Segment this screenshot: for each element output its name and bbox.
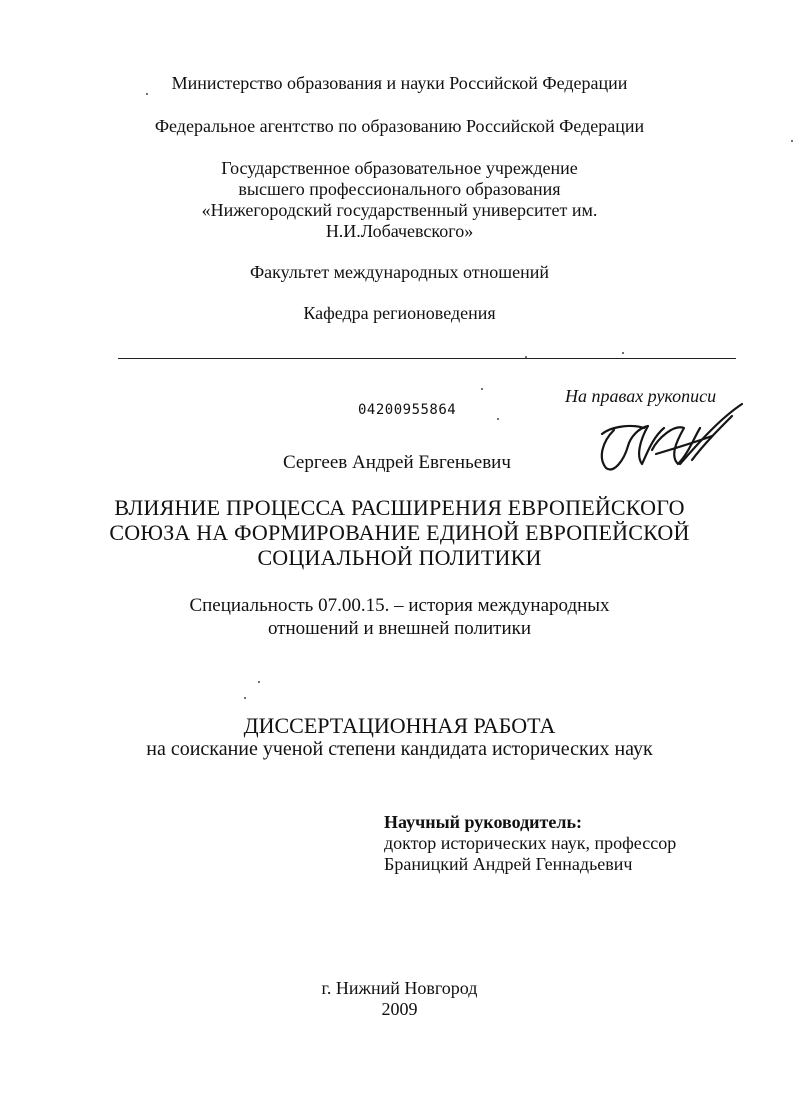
supervisor-label: Научный руководитель: <box>384 812 582 832</box>
supervisor-title: доктор исторических наук, профессор <box>384 833 677 853</box>
scan-speck <box>481 388 483 390</box>
scan-speck <box>258 681 260 683</box>
specialty-line-2: отношений и внешней политики <box>267 618 532 639</box>
supervisor-name: Браницкий Андрей Геннадьевич <box>384 854 633 874</box>
year-line: 2009 <box>381 999 418 1019</box>
institution-line-4: Н.И.Лобачевского» <box>325 221 474 241</box>
document-code: 04200955864 <box>358 402 457 418</box>
thesis-title-line-2: СОЮЗА НА ФОРМИРОВАНИЕ ЕДИНОЙ ЕВРОПЕЙСКОЙ <box>109 520 690 545</box>
city-line: г. Нижний Новгород <box>321 978 478 998</box>
specialty-line-1: Специальность 07.00.15. – история международных <box>189 595 610 616</box>
faculty-line: Факультет международных отношений <box>249 262 550 282</box>
scan-speck <box>791 140 793 142</box>
scan-speck <box>525 356 527 358</box>
institution-line-2: высшего профессионального образования <box>238 179 561 199</box>
department-line: Кафедра регионоведения <box>303 303 496 323</box>
ministry-line: Министерство образования и науки Российской Федерации <box>171 73 628 93</box>
manuscript-note: На правах рукописи <box>565 386 717 406</box>
scan-speck <box>497 418 499 420</box>
institution-line-3: «Нижегородский государственный университет им. <box>201 200 598 220</box>
agency-line: Федеральное агентство по образованию Российской Федерации <box>154 116 645 136</box>
signature-icon <box>592 398 752 476</box>
scan-speck <box>244 697 246 699</box>
author-name: Сергеев Андрей Евгеньевич <box>283 452 511 473</box>
scan-speck <box>622 352 624 354</box>
thesis-title-line-3: СОЦИАЛЬНОЙ ПОЛИТИКИ <box>257 545 542 570</box>
scan-speck <box>146 93 148 95</box>
institution-line-1: Государственное образовательное учреждение <box>221 158 578 178</box>
work-type: ДИССЕРТАЦИОННАЯ РАБОТА <box>243 713 556 738</box>
horizontal-rule <box>118 358 736 359</box>
degree-line: на соискание ученой степени кандидата исторических наук <box>146 738 653 760</box>
thesis-title-line-1: ВЛИЯНИЕ ПРОЦЕССА РАСШИРЕНИЯ ЕВРОПЕЙСКОГО <box>114 495 685 520</box>
